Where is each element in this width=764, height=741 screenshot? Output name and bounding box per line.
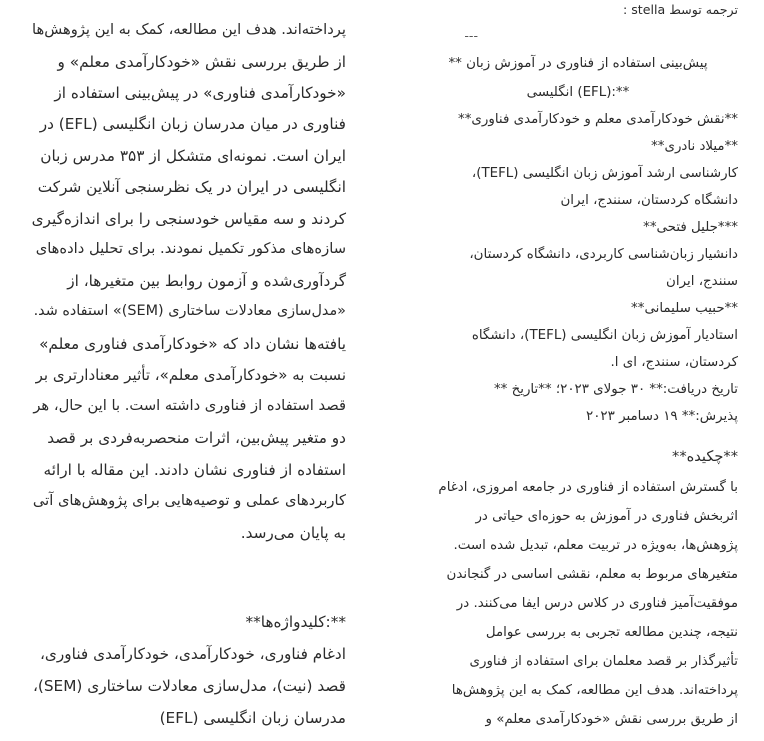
- abstract-line: گردآوری‌شده و آزمون روابط بین متغیرها، از: [67, 272, 346, 291]
- abstract-line: از طریق بررسی نقش «خودکارآمدی معلم» و: [485, 712, 738, 727]
- title-line-1: پیش‌بینی استفاده از فناوری در آموزش زبان **: [448, 56, 708, 71]
- abstract-line: به پایان می‌رسد.: [240, 523, 346, 542]
- abstract-line: پرداخته‌اند. هدف این مطالعه، کمک به این پژوهش‌ها: [451, 683, 738, 698]
- separator-line: ---: [464, 28, 478, 43]
- abstract-line: متغیرهای مربوط به معلم، نقشی اساسی در گنجاندن: [446, 567, 738, 582]
- abstract-line: «مدل‌سازی معادلات ساختاری (SEM)» استفاده شد.: [33, 302, 346, 319]
- author-1-name: **میلاد نادری**: [651, 139, 738, 154]
- author-3-affiliation-2: کردستان، سنندج، ای ا.: [610, 355, 738, 370]
- abstract-line: پژوهش‌ها، به‌ویژه در تربیت معلم، تبدیل شده است.: [453, 538, 738, 553]
- abstract-line: نتیجه، چندین مطالعه تجربی به بررسی عوامل: [485, 625, 738, 640]
- translator-credit: ترجمه توسط stella :: [622, 2, 738, 17]
- abstract-line: از طریق بررسی نقش «خودکارآمدی معلم» و: [57, 52, 346, 71]
- abstract-line: ایران است. نمونه‌ای متشکل از ۳۵۳ مدرس زبان: [40, 146, 346, 165]
- abstract-line: یافته‌ها نشان داد که «خودکارآمدی فناوری معلم»: [39, 335, 346, 354]
- keywords-line: قصد (نیت)، مدل‌سازی معادلات ساختاری (SEM)،: [32, 677, 346, 696]
- abstract-line: «خودکارآمدی فناوری» در پیش‌بینی استفاده از: [54, 84, 346, 103]
- abstract-line: انگلیسی در ایران در یک نظرسنجی آنلاین شرکت: [37, 178, 346, 197]
- author-3-name: **حبیب سلیمانی**: [631, 301, 738, 316]
- abstract-line: قصد استفاده از فناوری داشته است. با این حال، هر: [33, 397, 346, 415]
- abstract-line: سازه‌های مذکور تکمیل نمودند. برای تحلیل داده‌های: [35, 240, 346, 258]
- abstract-line: اثربخش فناوری در آموزش به حوزه‌ای حیاتی در: [475, 509, 738, 524]
- abstract-line: تأثیرگذار بر قصد معلمان برای استفاده از فناوری: [469, 654, 738, 669]
- abstract-line: کاربردهای عملی و توصیه‌هایی برای پژوهش‌های آتی: [32, 491, 346, 509]
- abstract-line: موفقیت‌آمیز فناوری در کلاس درس ایفا می‌کنند. در: [456, 596, 738, 611]
- abstract-line: نسبت به «خودکارآمدی معلم»، تأثیر معنادارتری بر: [35, 366, 346, 385]
- author-3-affiliation-1: استادیار آموزش زبان انگلیسی (TEFL)، دانشگاه: [471, 328, 738, 343]
- keywords-line: ادغام فناوری، خودکارآمدی، خودکارآمدی فناوری،: [39, 645, 346, 664]
- author-2-name: ***جلیل فتحی**: [643, 220, 738, 235]
- author-1-affiliation-1: کارشناسی ارشد آموزش زبان انگلیسی (TEFL)،: [471, 166, 738, 181]
- abstract-line: پرداخته‌اند. هدف این مطالعه، کمک به این پژوهش‌ها: [32, 20, 346, 38]
- keywords-heading: **:کلیدواژه‌ها**: [245, 613, 346, 632]
- abstract-heading: **چکیده**: [672, 448, 738, 465]
- title-line-2: **:(EFL) انگلیسی: [526, 85, 630, 100]
- abstract-line: استفاده از فناوری نشان دادند. این مقاله با ارائه: [43, 460, 346, 479]
- abstract-line: دو متغیر پیش‌بین، اثرات منحصربه‌فردی بر قصد: [47, 429, 346, 448]
- keywords-line: مدرسان زبان انگلیسی (EFL): [159, 709, 346, 728]
- author-1-affiliation-2: دانشگاه کردستان، سنندج، ایران: [560, 193, 738, 208]
- author-2-affiliation-1: دانشیار زبان‌شناسی کاربردی، دانشگاه کردستان،: [469, 247, 738, 262]
- dates-line-1: تاریخ دریافت:** ۳۰ جولای ۲۰۲۳؛ **تاریخ **: [493, 382, 738, 397]
- abstract-line: با گسترش استفاده از فناوری در جامعه امروزی، ادغام: [438, 480, 738, 495]
- title-line-3: **نقش خودکارآمدی معلم و خودکارآمدی فناوری**: [458, 112, 738, 127]
- author-2-affiliation-2: سنندج، ایران: [666, 274, 738, 289]
- dates-line-2: پذیرش:** ۱۹ دسامبر ۲۰۲۳: [586, 409, 738, 424]
- abstract-line: فناوری در میان مدرسان زبان انگلیسی (EFL) در: [39, 115, 346, 134]
- abstract-line: کردند و سه مقیاس خودسنجی را برای اندازه‌گیری: [31, 209, 346, 228]
